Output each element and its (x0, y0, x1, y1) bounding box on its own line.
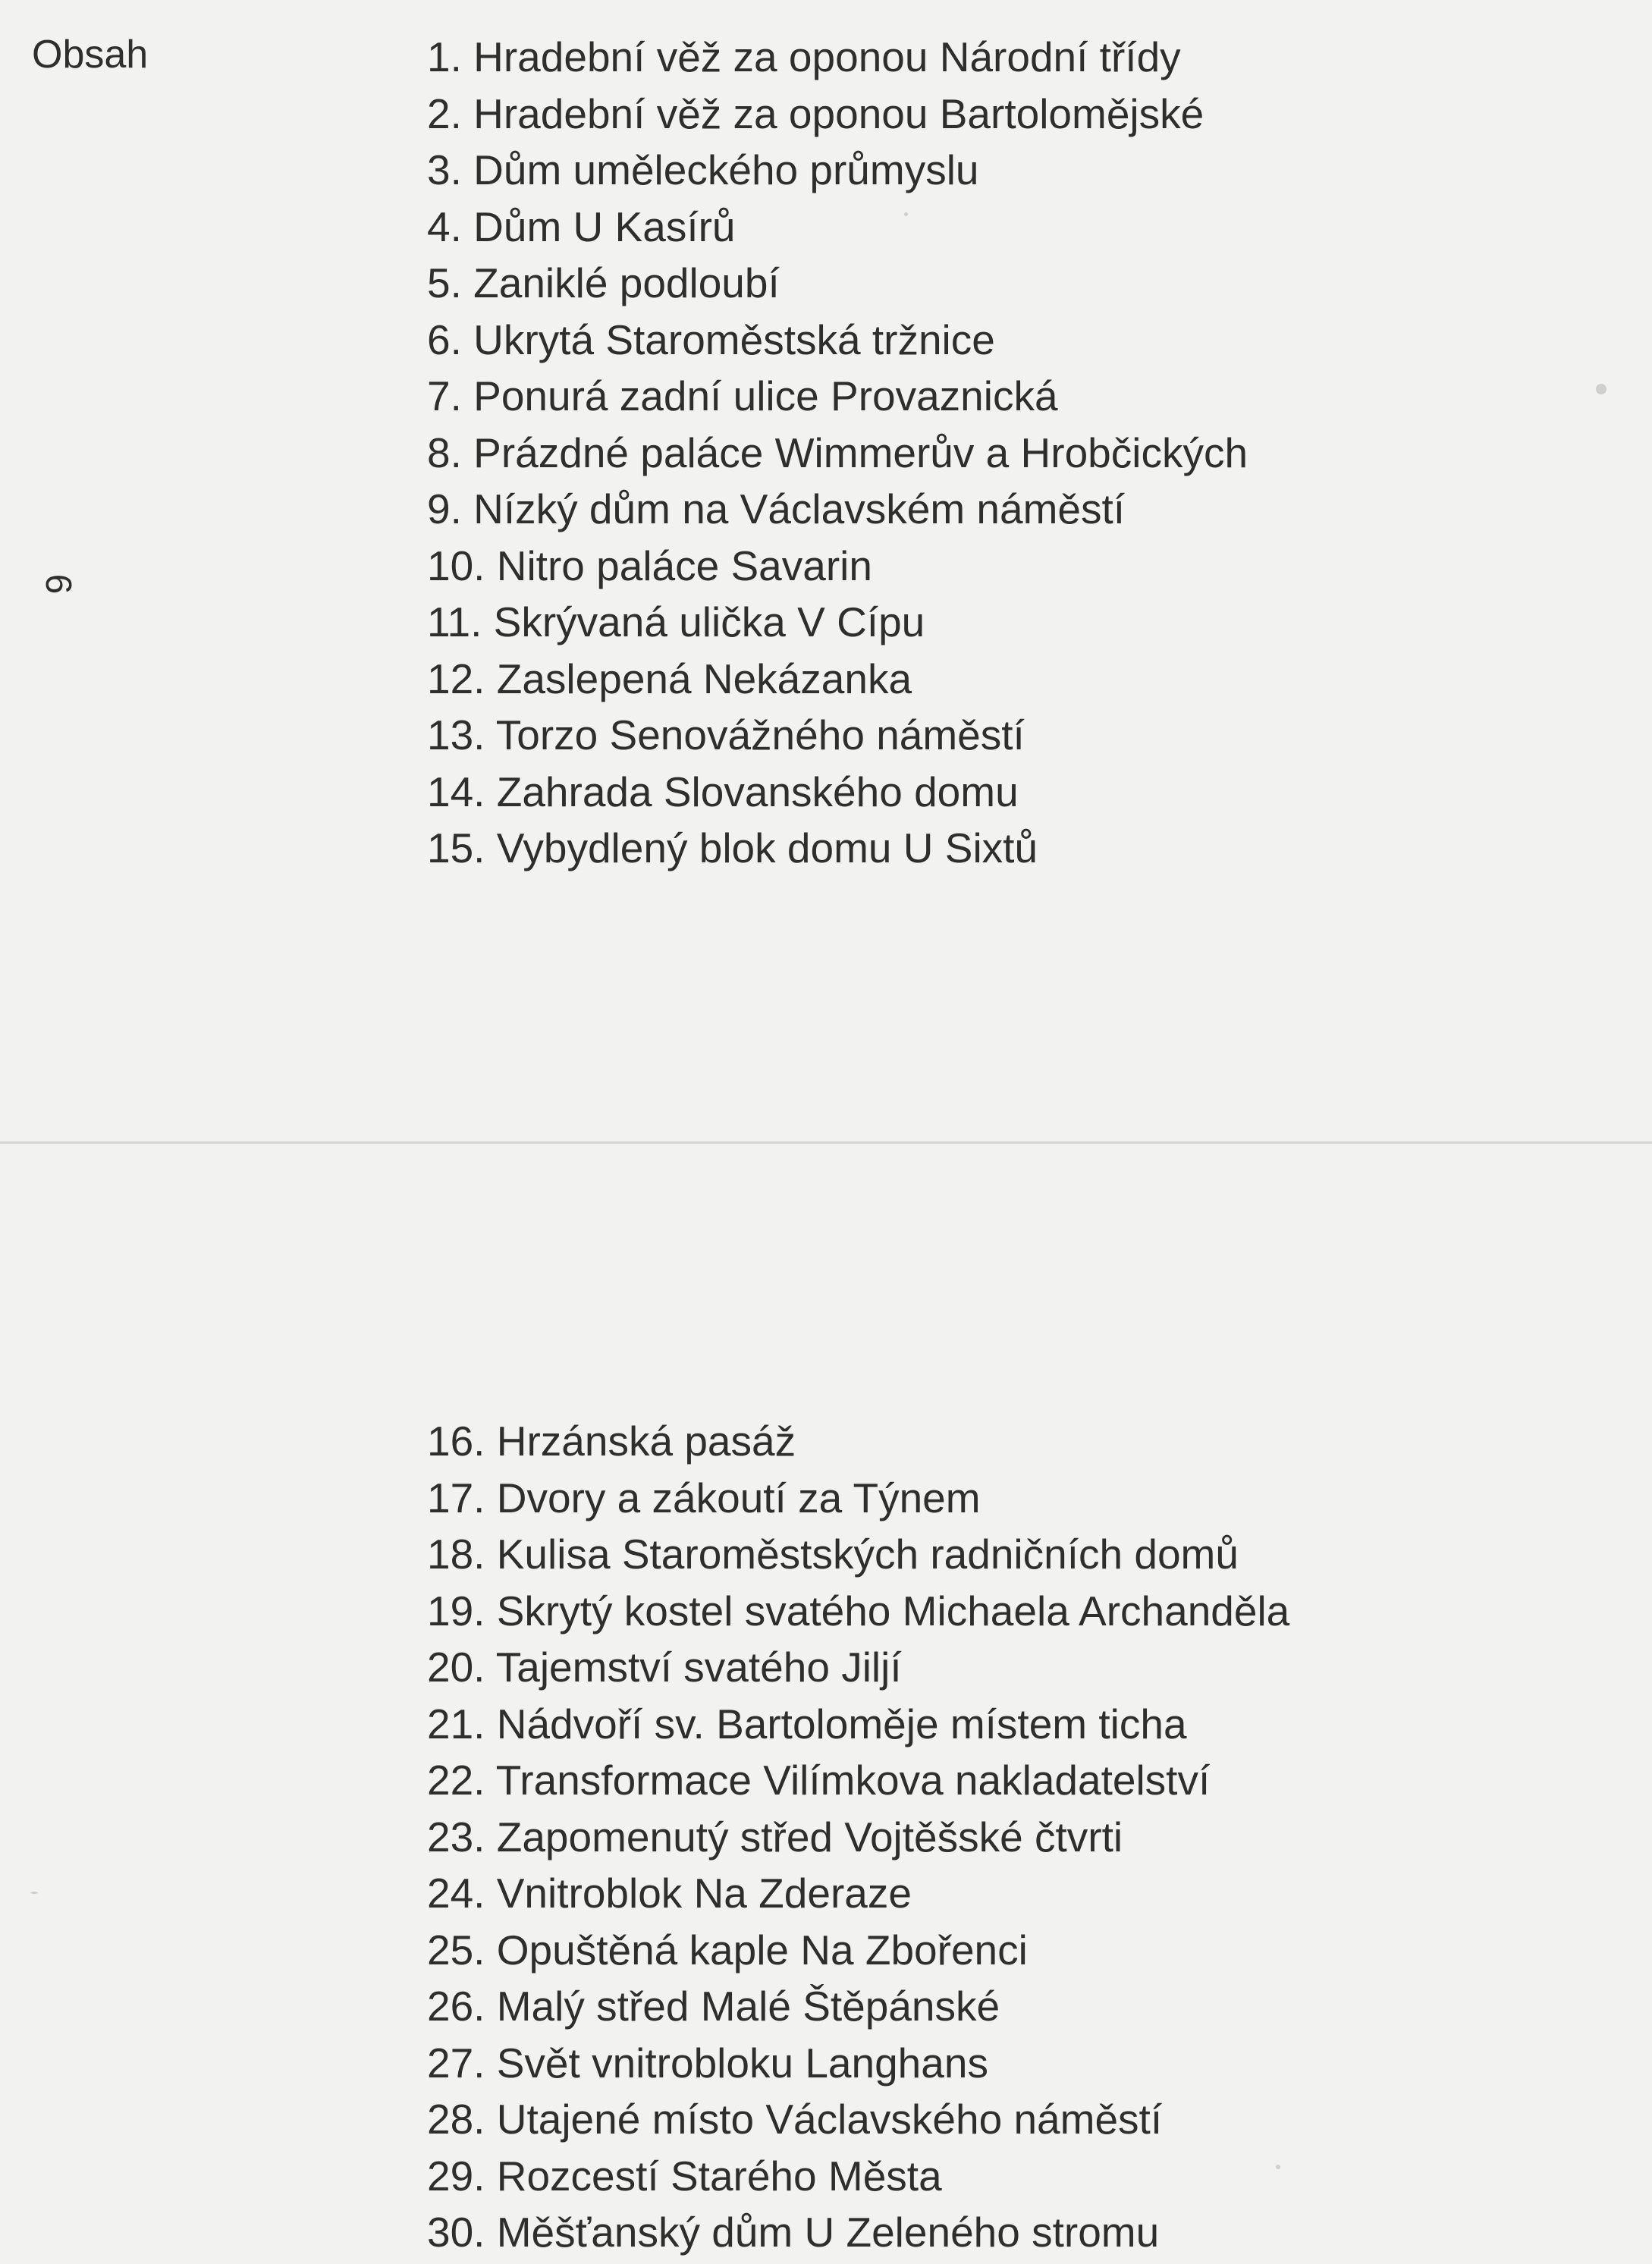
toc-entry: 22. Transformace Vilímkova nakladatelství (427, 1757, 1211, 1804)
toc-entry: 1. Hradební věž za oponou Národní třídy (427, 33, 1181, 80)
toc-entry: 8. Prázdné paláce Wimmerův a Hrobčických (427, 429, 1248, 476)
paper-speck (30, 1892, 38, 1894)
toc-entry: 13. Torzo Senovážného náměstí (427, 711, 1025, 758)
toc-entry: 21. Nádvoří sv. Bartoloměje místem ticha (427, 1700, 1187, 1747)
toc-entry: 15. Vybydlený blok domu U Sixtů (427, 824, 1038, 871)
toc-entry: 25. Opuštěná kaple Na Zbořenci (427, 1926, 1028, 1974)
toc-entry: 10. Nitro paláce Savarin (427, 542, 872, 589)
toc-list-second-page (427, 1413, 1289, 2261)
page-number: 6 (38, 573, 78, 595)
toc-entry: 23. Zapomenutý střed Vojtěšské čtvrti (427, 1813, 1123, 1860)
toc-entry: 3. Dům uměleckého průmyslu (427, 146, 979, 193)
toc-entry: 9. Nízký dům na Václavském náměstí (427, 485, 1126, 532)
toc-entry: 14. Zahrada Slovanského domu (427, 768, 1019, 815)
page-fold-divider (0, 1141, 1652, 1144)
toc-entry: 29. Rozcestí Starého Města (427, 2152, 942, 2200)
paper-speck (904, 212, 908, 216)
toc-entry: 18. Kulisa Staroměstských radničních domů (427, 1531, 1239, 1578)
toc-entry: 16. Hrzánská pasáž (427, 1418, 796, 1465)
toc-entry: 17. Dvory a zákoutí za Týnem (427, 1474, 981, 1521)
toc-entry: 24. Vnitroblok Na Zderaze (427, 1870, 912, 1917)
toc-entry: 2. Hradební věž za oponou Bartolomějské (427, 89, 1204, 137)
toc-entry: 27. Svět vnitrobloku Langhans (427, 2039, 988, 2087)
toc-entry: 20. Tajemství svatého Jiljí (427, 1644, 902, 1691)
toc-entry: 26. Malý střed Malé Štěpánské (427, 1983, 1000, 2030)
toc-list-first-page (427, 29, 1248, 877)
toc-entry: 28. Utajené místo Václavského náměstí (427, 2096, 1163, 2143)
paper-speck (1276, 2165, 1280, 2169)
toc-entry: 12. Zaslepená Nekázanka (427, 655, 912, 702)
toc-entry: 7. Ponurá zadní ulice Provaznická (427, 372, 1058, 419)
paper-speck (1596, 384, 1606, 394)
toc-entry: 6. Ukrytá Staroměstská tržnice (427, 316, 995, 363)
toc-entry: 19. Skrytý kostel svatého Michaela Archanděla (427, 1587, 1290, 1634)
toc-entry: 11. Skrývaná ulička V Cípu (427, 598, 925, 645)
toc-entry: 30. Měšťanský dům U Zeleného stromu (427, 2209, 1160, 2256)
toc-entry: 4. Dům U Kasírů (427, 203, 736, 250)
contents-heading: Obsah (32, 33, 149, 77)
toc-entry: 5. Zaniklé podloubí (427, 259, 780, 306)
